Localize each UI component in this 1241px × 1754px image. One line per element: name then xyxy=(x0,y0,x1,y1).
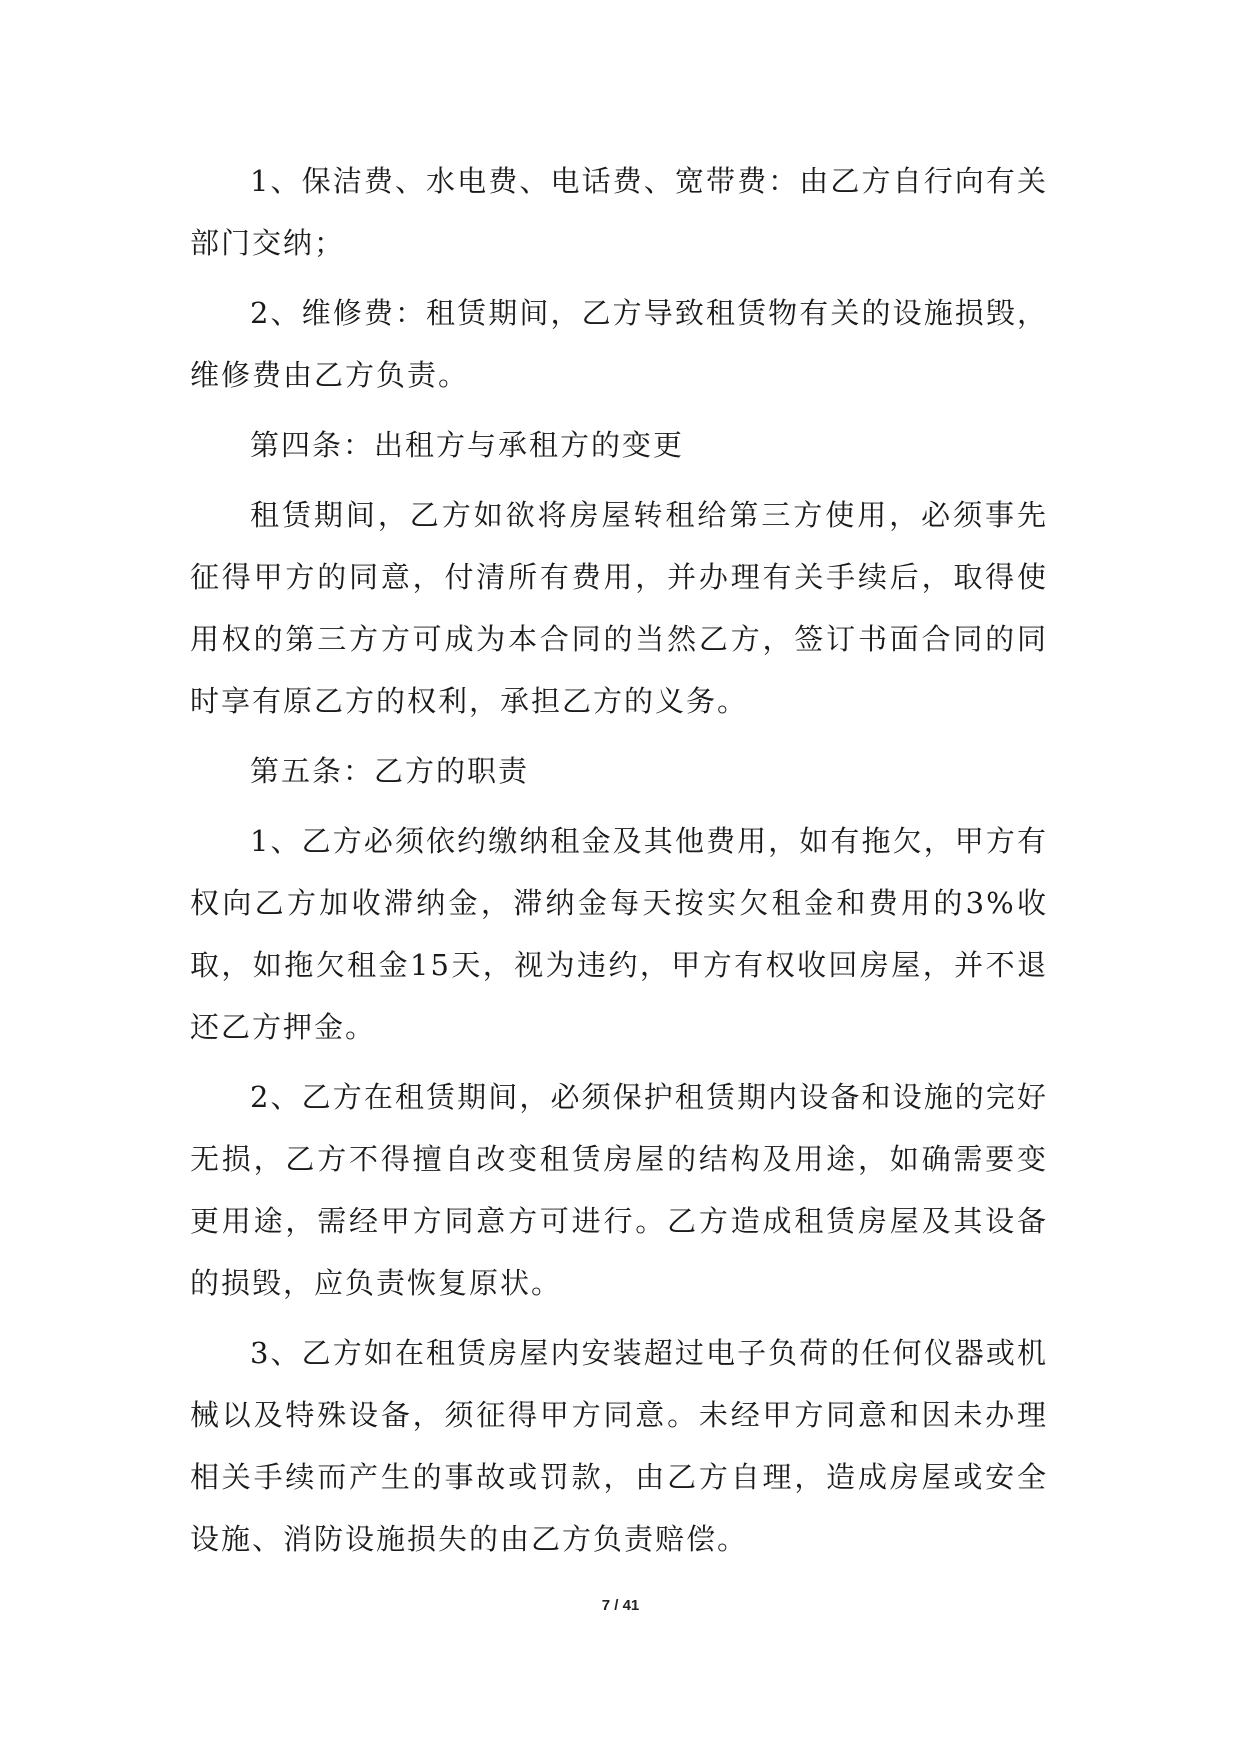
document-body xyxy=(190,150,1048,1578)
paragraph-sublease: 租赁期间，乙方如欲将房屋转租给第三方使用，必须事先征得甲方的同意，付清所有费用，并办理有关手续后，取得使用权的第三方方可成为本合同的当然乙方，签订书面合同的同时享有原乙方的权利，承担乙方的义务。 xyxy=(190,498,1048,718)
paragraph-fee-repair: 2、维修费：租赁期间，乙方导致租赁物有关的设施损毁，维修费由乙方负责。 xyxy=(190,296,1048,392)
paragraph-duty-maintenance: 2、乙方在租赁期间，必须保护租赁期内设备和设施的完好无损，乙方不得擅自改变租赁房屋的结构及用途，如确需要变更用途，需经甲方同意方可进行。乙方造成租赁房屋及其设备的损毁，应负责恢复原状。 xyxy=(190,1080,1048,1300)
article-four-heading: 第四条：出租方与承租方的变更 xyxy=(250,428,685,462)
page-number: 7 / 41 xyxy=(601,1597,640,1614)
paragraph-duty-equipment: 3、乙方如在租赁房屋内安装超过电子负荷的任何仪器或机械以及特殊设备，须征得甲方同意。未经甲方同意和因未办理相关手续而产生的事故或罚款，由乙方自理，造成房屋或安全设施、消防设施损失的由乙方负责赔偿。 xyxy=(190,1336,1048,1556)
paragraph-duty-payment: 1、乙方必须依约缴纳租金及其他费用，如有拖欠，甲方有权向乙方加收滞纳金，滞纳金每天按实欠租金和费用的3%收取，如拖欠租金15天，视为违约，甲方有权收回房屋，并不退还乙方押金。 xyxy=(190,824,1048,1044)
paragraph-fee-cleaning: 1、保洁费、水电费、电话费、宽带费：由乙方自行向有关部门交纳； xyxy=(190,164,1048,260)
article-five-heading: 第五条：乙方的职责 xyxy=(250,754,530,788)
